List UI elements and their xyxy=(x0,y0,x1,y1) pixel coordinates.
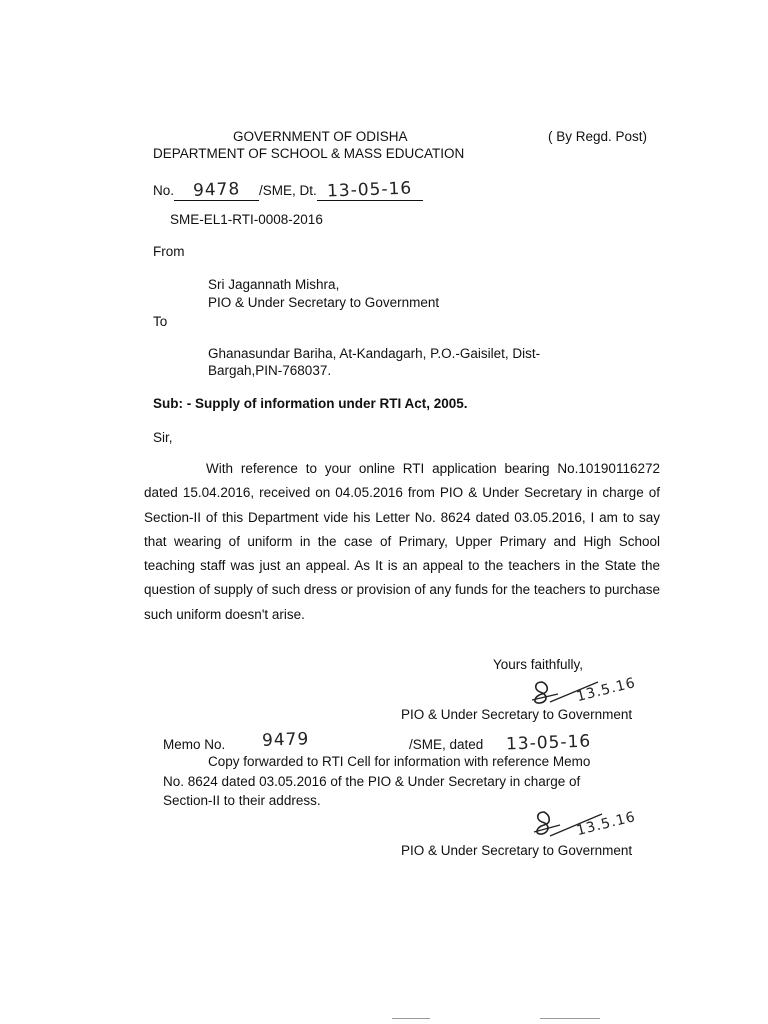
body-text: With reference to your online RTI application bearing No.10190116272 dated 15.04.2016, received on 04.05.2016 from PIO & Under Secretary in charge of Section-II of this Department vide his Letter No. 8624 dated 03.05.2016, I am to say that wearing of uniform in the case of Primary, Upper Primary and High School teaching staff was just an appeal. As It is an appeal to the teachers in the State the question of supply of such dress or provision of any funds for the teachers to purchase such uniform doesn't arise. xyxy=(144,461,660,622)
signature-1 xyxy=(528,676,638,708)
body-paragraph xyxy=(144,457,660,627)
recipient-address-line2: Bargah,PIN-768037. xyxy=(208,363,332,378)
salutation: Sir, xyxy=(153,430,173,445)
letter-number-line xyxy=(153,180,423,201)
memo-prefix: Memo No. xyxy=(163,737,226,752)
memo-text-line3: Section-II to their address. xyxy=(163,793,321,808)
sender-name: Sri Jagannath Mishra, xyxy=(208,277,340,292)
to-label: To xyxy=(153,314,168,329)
letter-number-suffix: /SME, Dt. xyxy=(259,183,317,198)
letter-number-prefix: No. xyxy=(153,183,175,198)
memo-suffix: /SME, dated xyxy=(409,737,484,752)
closing: Yours faithfully, xyxy=(493,657,584,672)
signature-2 xyxy=(530,806,640,842)
signature-1-designation: PIO & Under Secretary to Government xyxy=(401,707,633,722)
memo-date-handwritten: 13-05-16 xyxy=(505,731,592,755)
department-title: DEPARTMENT OF SCHOOL & MASS EDUCATION xyxy=(153,146,465,161)
memo-text-line1: Copy forwarded to RTI Cell for information with reference Memo xyxy=(208,754,591,769)
scan-artifact xyxy=(540,1018,600,1019)
signature-2-designation: PIO & Under Secretary to Government xyxy=(401,843,633,858)
recipient-address-line1: Ghanasundar Bariha, At-Kandagarh, P.O.-Gaisilet, Dist- xyxy=(208,346,541,361)
sender-designation: PIO & Under Secretary to Government xyxy=(208,295,440,310)
scan-artifact xyxy=(392,1018,430,1019)
file-reference: SME-EL1-RTI-0008-2016 xyxy=(170,212,323,227)
memo-text-line2: No. 8624 dated 03.05.2016 of the PIO & Under Secretary in charge of xyxy=(163,774,581,789)
signature-2-date: 13.5.16 xyxy=(574,808,638,840)
signature-1-date: 13.5.16 xyxy=(574,674,638,706)
from-label: From xyxy=(153,244,185,259)
subject-line: Sub: - Supply of information under RTI Act, 2005. xyxy=(153,396,468,411)
government-title: GOVERNMENT OF ODISHA xyxy=(233,129,408,144)
memo-number-handwritten: 9479 xyxy=(261,729,310,751)
letter-date-handwritten: 13-05-16 xyxy=(326,178,413,202)
post-mode: ( By Regd. Post) xyxy=(548,129,648,144)
letter-number-handwritten: 9478 xyxy=(192,179,241,201)
